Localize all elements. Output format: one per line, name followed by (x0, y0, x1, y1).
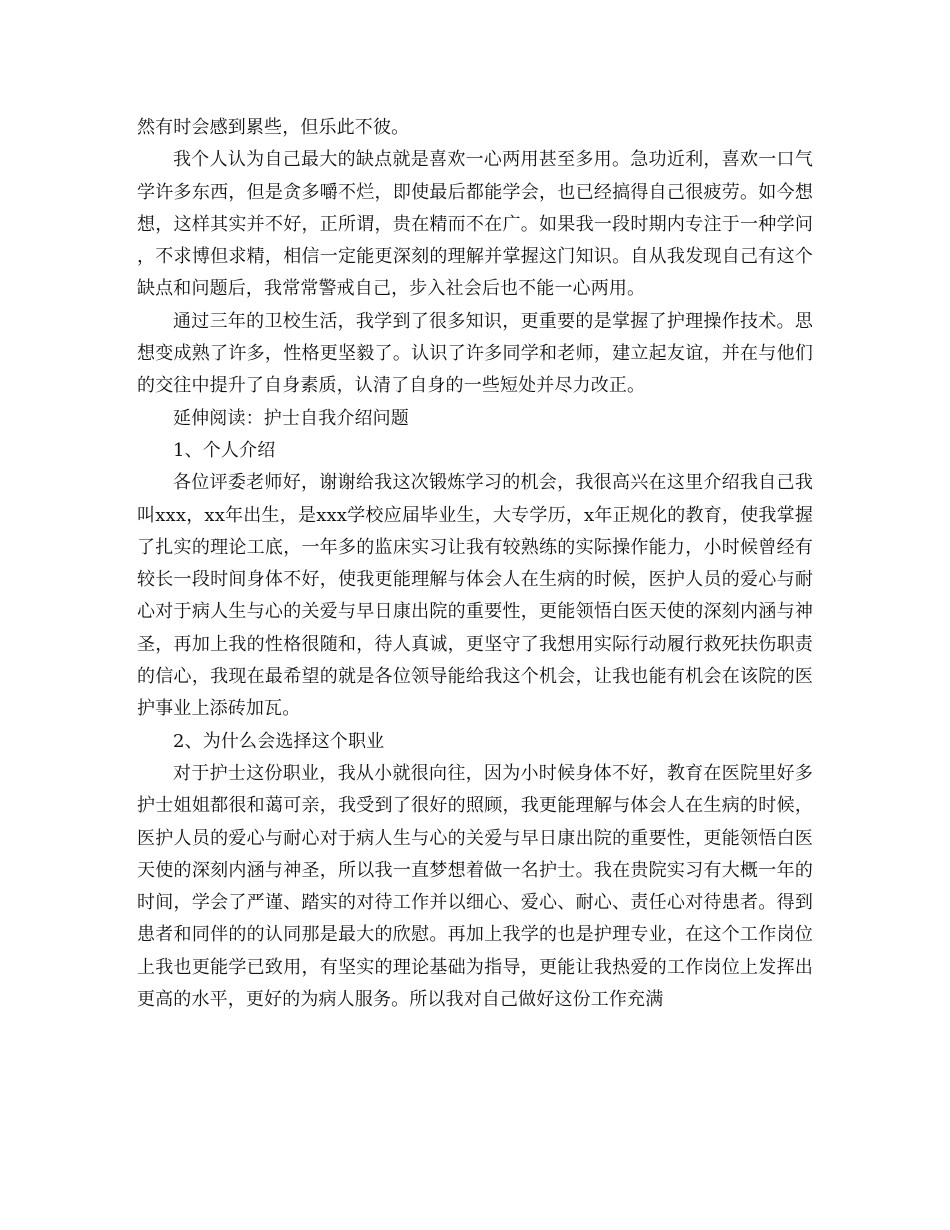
paragraph-personal-intro: 各位评委老师好，谢谢给我这次锻炼学习的机会，我很高兴在这里介绍我自己我叫xxx，xx年出生，是xxx学校应届毕业生，大专学历，x年正规化的教育，使我掌握了扎实的理论工底，一年多的监床实习让我有较熟练的实际操作能力，小时候曾经有较长一段时间身体不好，使我更能理解与体会人在生病的时候，医护人员的爱心与耐心对于病人生与心的关爱与早日康出院的重要性，更能领悟白医天使的深刻内涵与神圣，再加上我的性格很随和，待人真诚，更坚守了我想用实际行动履行救死扶伤职责的信心，我现在最希望的就是各位领导能给我这个机会，让我也能有机会在该院的医护事业上添砖加瓦。 (137, 472, 813, 720)
paragraph-shortcoming: 我个人认为自己最大的缺点就是喜欢一心两用甚至多用。急功近利，喜欢一口气学许多东西，但是贪多嚼不烂，即使最后都能学会，也已经搞得自己很疲劳。如今想想，这样其实并不好，正所谓，贵在精而不在广。如果我一段时期内专注于一种学问，不求博但求精，相信一定能更深刻的理解并掌握这门知识。自从我发现自己有这个缺点和问题后，我常常警戒自己，步入社会后也不能一心两用。 (137, 149, 813, 300)
section-heading-why-career: 2、为什么会选择这个职业 (173, 730, 385, 752)
paragraph-continuation: 然有时会感到累些，但乐此不彼。 (137, 117, 410, 138)
document-page (137, 112, 813, 1016)
paragraph-why-career: 对于护士这份职业，我从小就很向往，因为小时候身体不好，教育在医院里好多护士姐姐都很和蔼可亲，我受到了很好的照顾，我更能理解与体会人在生病的时候，医护人员的爱心与耐心对于病人生与心的关爱与早日康出院的重要性，更能领悟白医天使的深刻内涵与神圣，所以我一直梦想着做一名护士。我在贵院实习有大概一年的时间，学会了严谨、踏实的对待工作并以细心、爱心、耐心、责任心对待患者。得到患者和同伴的的认同那是最大的欣慰。再加上我学的也是护理专业，在这个工作岗位上我也更能学已致用，有坚实的理论基础为指导，更能让我热爱的工作岗位上发挥出更高的水平，更好的为病人服务。所以我对自己做好这份工作充满 (137, 762, 813, 1011)
paragraph-three-years: 通过三年的卫校生活，我学到了很多知识，更重要的是掌握了护理操作技术。思想变成熟了许多，性格更坚毅了。认识了许多同学和老师，建立起友谊，并在与他们的交往中提升了自身素质，认清了自身的一些短处并尽力改正。 (137, 310, 813, 397)
section-heading-personal-intro: 1、个人介绍 (173, 439, 276, 461)
extended-reading-heading: 延伸阅读：护士自我介绍问题 (173, 407, 409, 429)
